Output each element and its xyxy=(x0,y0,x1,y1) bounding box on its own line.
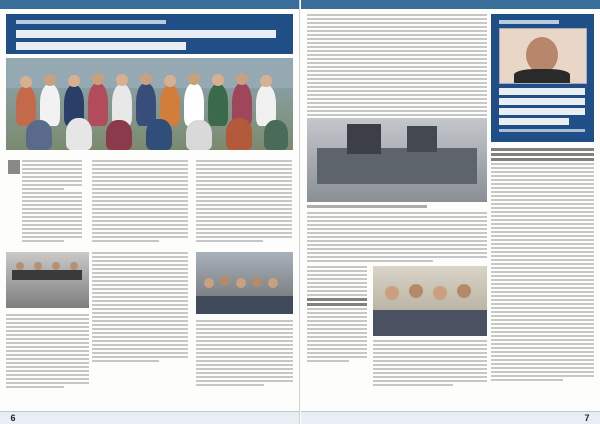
left-headline-line-1 xyxy=(16,30,276,38)
left-column-2 xyxy=(92,160,188,244)
person-head xyxy=(433,286,447,300)
meeting-photo xyxy=(6,252,89,308)
left-footer xyxy=(0,411,299,424)
person-figure xyxy=(146,119,172,150)
group-small-photo xyxy=(373,266,487,336)
lab-equipment xyxy=(317,148,477,184)
right-top-text xyxy=(307,14,487,122)
left-column-1-lower xyxy=(6,314,89,390)
right-headline-line-4 xyxy=(499,118,569,125)
person-head xyxy=(34,262,42,270)
right-page xyxy=(301,0,600,424)
right-kicker-bar xyxy=(499,20,559,24)
person-head xyxy=(164,75,176,87)
left-column-1 xyxy=(22,160,82,244)
audience-shirts xyxy=(196,296,293,314)
lab-photo-caption xyxy=(307,205,427,208)
left-headline-block xyxy=(6,14,293,54)
left-headline-line-2 xyxy=(16,42,186,50)
person-figure xyxy=(66,118,92,150)
left-column-2-lower xyxy=(92,252,188,364)
right-headline-line-3 xyxy=(499,108,585,115)
left-header-bar xyxy=(0,0,299,9)
left-column-3-lower xyxy=(196,320,293,388)
portrait-photo xyxy=(499,28,587,84)
person-head xyxy=(44,74,56,86)
right-headline-line-2 xyxy=(499,98,585,105)
right-page-number: 7 xyxy=(584,413,590,423)
person-head xyxy=(526,37,558,73)
right-sidebar-text xyxy=(491,148,594,383)
person-head xyxy=(68,75,80,87)
person-head xyxy=(260,75,272,87)
person-head xyxy=(16,262,24,270)
right-subhead-line xyxy=(499,129,585,132)
group-photo xyxy=(6,58,293,150)
person-head xyxy=(268,278,278,288)
drop-cap xyxy=(8,160,20,174)
right-headline-panel xyxy=(491,14,594,142)
right-header-bar xyxy=(301,0,600,9)
person-head xyxy=(236,73,248,85)
right-middle-text xyxy=(307,212,487,264)
person-figure xyxy=(106,120,132,150)
person-head xyxy=(92,73,104,85)
person-head xyxy=(70,262,78,270)
person-figure xyxy=(208,84,228,126)
person-figure xyxy=(88,83,108,126)
lab-monitor xyxy=(347,124,381,154)
right-lower-column-1 xyxy=(307,266,367,364)
audience-photo xyxy=(196,252,293,314)
people-clothing xyxy=(373,310,487,336)
meeting-table xyxy=(12,270,82,280)
person-head xyxy=(140,73,152,85)
right-lower-column-2 xyxy=(373,340,487,388)
person-head xyxy=(204,278,214,288)
person-head xyxy=(409,284,423,298)
person-head xyxy=(220,276,230,286)
person-head xyxy=(188,73,200,85)
left-kicker-bar xyxy=(16,20,166,24)
person-head xyxy=(212,74,224,86)
person-head xyxy=(20,76,32,88)
person-head xyxy=(52,262,60,270)
person-figure xyxy=(226,118,252,150)
person-head xyxy=(457,284,471,298)
right-headline-line-1 xyxy=(499,88,585,95)
person-figure xyxy=(26,120,52,150)
lab-photo xyxy=(307,118,487,202)
left-page-number: 6 xyxy=(10,413,16,423)
person-head xyxy=(385,286,399,300)
left-column-3 xyxy=(196,160,292,244)
person-shoulders xyxy=(514,69,570,83)
lab-monitor xyxy=(407,126,437,152)
person-figure xyxy=(186,120,212,150)
person-head xyxy=(116,74,128,86)
person-figure xyxy=(264,120,288,150)
person-head xyxy=(236,278,246,288)
person-head xyxy=(252,277,262,287)
right-footer xyxy=(301,411,600,424)
